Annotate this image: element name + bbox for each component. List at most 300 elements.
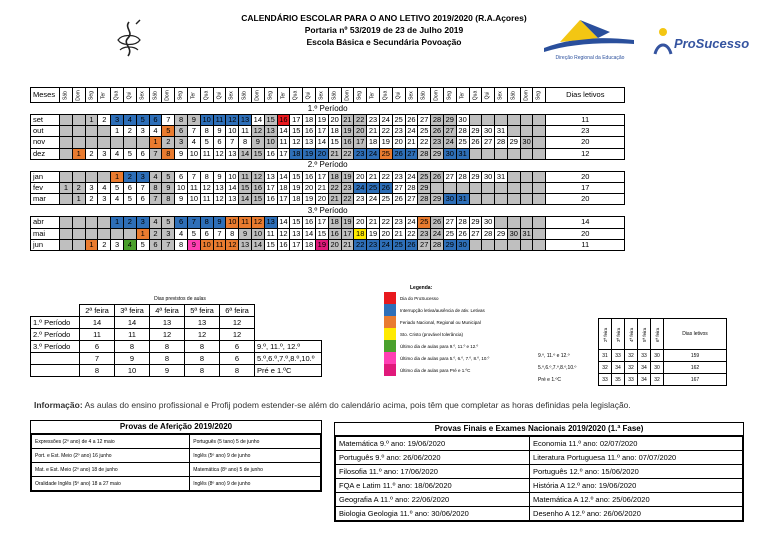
finais-row <box>336 479 743 493</box>
day-cell: 17 <box>315 217 328 228</box>
finais-row <box>336 451 743 465</box>
day-cell: 19 <box>341 126 354 137</box>
day-cell: 25 <box>418 126 431 137</box>
finais-cell: FQA e Latim 11.º ano: 18/06/2020 <box>336 479 530 493</box>
weekday-header <box>239 88 252 103</box>
summary-cell: 9 <box>115 353 150 365</box>
day-cell <box>495 148 508 159</box>
day-cell: 21 <box>341 115 354 126</box>
day-cell <box>98 217 111 228</box>
month-name: mar <box>31 194 60 205</box>
day-cell: 6 <box>213 137 226 148</box>
day-cell: 27 <box>405 194 418 205</box>
day-cell: 13 <box>226 148 239 159</box>
day-cell: 4 <box>175 228 188 239</box>
totals-cell: 35 <box>612 374 625 386</box>
legend-swatch <box>382 364 398 376</box>
day-cell: 5 <box>136 115 149 126</box>
day-cell: 6 <box>136 148 149 159</box>
day-cell <box>495 182 508 193</box>
day-cell: 2 <box>85 194 98 205</box>
day-cell: 27 <box>418 239 431 250</box>
finais-row <box>336 507 743 521</box>
weekday-header <box>226 88 239 103</box>
totals-cell: 32 <box>625 350 638 362</box>
regional-education-caption: Direção Regional da Educação <box>555 55 625 61</box>
day-cell: 9 <box>187 115 200 126</box>
day-cell: 14 <box>239 194 252 205</box>
day-cell: 12 <box>213 148 226 159</box>
day-cell: 11 <box>213 115 226 126</box>
day-cell: 30 <box>456 239 469 250</box>
day-cell: 23 <box>354 194 367 205</box>
weekday-header <box>85 88 98 103</box>
weekday-label: Ter <box>279 91 286 99</box>
finais-row <box>336 493 743 507</box>
day-cell: 26 <box>431 171 444 182</box>
day-cell: 13 <box>226 194 239 205</box>
legend-label: Feriado Nacional, Regional ou Municipal <box>400 319 481 325</box>
day-cell: 9 <box>213 126 226 137</box>
day-cell: 8 <box>149 182 162 193</box>
totals-cell: 34 <box>612 362 625 374</box>
day-cell <box>98 171 111 182</box>
day-cell <box>60 171 73 182</box>
weekday-header <box>533 88 546 103</box>
day-cell: 19 <box>379 137 392 148</box>
day-cell: 29 <box>443 115 456 126</box>
summary-cell: 8 <box>185 341 220 353</box>
day-cell: 23 <box>354 148 367 159</box>
day-cell: 9 <box>175 194 188 205</box>
day-cell: 20 <box>354 217 367 228</box>
afericao-cell: Inglês (5º ano) 9 de junho <box>190 449 321 463</box>
day-cell: 9 <box>175 148 188 159</box>
month-row <box>31 182 625 193</box>
day-cell <box>60 126 73 137</box>
day-cell: 22 <box>341 194 354 205</box>
day-cell: 10 <box>251 228 264 239</box>
day-cell: 14 <box>277 217 290 228</box>
legend-swatch <box>382 316 398 328</box>
day-cell: 22 <box>379 171 392 182</box>
day-cell: 11 <box>200 194 213 205</box>
day-cell: 17 <box>341 228 354 239</box>
day-cell: 28 <box>418 194 431 205</box>
day-cell: 30 <box>482 126 495 137</box>
day-cell: 5 <box>136 239 149 250</box>
period-row <box>31 205 625 217</box>
day-cell: 30 <box>482 217 495 228</box>
summary-cell <box>255 317 322 329</box>
day-cell <box>533 182 546 193</box>
months-label: Meses <box>31 88 60 103</box>
day-cell: 1 <box>85 239 98 250</box>
weekday-label: Sex <box>407 90 414 100</box>
afericao-cell: Inglês (8º ano) 9 de junho <box>190 477 321 491</box>
day-cell: 15 <box>290 217 303 228</box>
summary-cell <box>31 353 80 365</box>
period-row <box>31 103 625 115</box>
day-cell: 1 <box>60 182 73 193</box>
finais-cell: Português 9.º ano: 26/06/2020 <box>336 451 530 465</box>
day-cell: 17 <box>277 194 290 205</box>
day-cell: 27 <box>443 217 456 228</box>
totals-cell: 31 <box>599 350 612 362</box>
summary-cell: 14 <box>115 317 150 329</box>
day-cell <box>98 228 111 239</box>
day-cell: 14 <box>239 148 252 159</box>
day-cell <box>507 217 520 228</box>
day-cell: 2 <box>123 126 136 137</box>
day-cell: 21 <box>328 148 341 159</box>
weekday-label: Qui <box>215 91 222 99</box>
header-school: Escola Básica e Secundária Povoação <box>306 37 462 47</box>
day-cell <box>533 171 546 182</box>
finais-cell: Desenho A 12.º ano: 26/06/2020 <box>530 507 743 521</box>
afericao-cell: Português (5 tano) 5 de junho <box>190 435 321 449</box>
day-cell: 4 <box>123 239 136 250</box>
day-cell: 22 <box>328 182 341 193</box>
day-cell: 18 <box>303 115 316 126</box>
summary-cell: 11 <box>80 329 115 341</box>
day-cell: 29 <box>431 194 444 205</box>
summary-cell: 8 <box>150 353 185 365</box>
day-cell: 15 <box>264 115 277 126</box>
day-cell: 14 <box>251 115 264 126</box>
month-dias-letivos: 14 <box>546 217 625 228</box>
month-row <box>31 171 625 182</box>
day-cell: 23 <box>341 182 354 193</box>
totals-header <box>536 319 599 350</box>
weekday-label: Dom <box>254 89 261 101</box>
summary-cell: 8 <box>80 365 115 377</box>
day-cell <box>533 217 546 228</box>
summary-header: 5ª feira <box>185 305 220 317</box>
day-cell <box>507 182 520 193</box>
day-cell: 19 <box>303 148 316 159</box>
totals-header-row <box>536 319 727 350</box>
day-cell: 12 <box>251 126 264 137</box>
day-cell: 3 <box>98 148 111 159</box>
day-cell: 15 <box>251 194 264 205</box>
day-cell: 25 <box>379 148 392 159</box>
day-cell: 8 <box>162 194 175 205</box>
day-cell <box>533 126 546 137</box>
weekday-header <box>251 88 264 103</box>
day-cell: 4 <box>149 126 162 137</box>
day-cell: 18 <box>290 148 303 159</box>
day-cell: 29 <box>495 228 508 239</box>
day-cell: 7 <box>187 126 200 137</box>
summary-cell: 8 <box>150 341 185 353</box>
day-cell: 28 <box>431 239 444 250</box>
day-cell: 26 <box>405 239 418 250</box>
weekday-header <box>162 88 175 103</box>
weekday-label: Qui <box>395 91 402 99</box>
legend-swatch <box>382 328 398 340</box>
day-cell: 30 <box>482 171 495 182</box>
day-cell: 24 <box>367 148 380 159</box>
day-cell: 15 <box>290 171 303 182</box>
finais-cell: Matemática A 12.º ano: 25/06/2020 <box>530 493 743 507</box>
day-cell: 15 <box>328 137 341 148</box>
day-cell: 17 <box>264 182 277 193</box>
legend-swatch <box>382 292 398 304</box>
weekday-header <box>123 88 136 103</box>
totals-cell: Pré e 1.ºC <box>538 376 561 383</box>
day-cell: 17 <box>354 137 367 148</box>
weekday-label: Sáb <box>241 90 248 100</box>
summary-header: 3ª feira <box>115 305 150 317</box>
day-cell <box>60 194 73 205</box>
day-cell <box>482 115 495 126</box>
weekday-header <box>98 88 111 103</box>
day-cell: 12 <box>290 137 303 148</box>
header-title: CALENDÁRIO ESCOLAR PARA O ANO LETIVO 2019/2020 (R.A.Açores) <box>241 13 527 23</box>
day-cell: 10 <box>264 137 277 148</box>
day-cell: 24 <box>405 217 418 228</box>
day-cell <box>60 239 73 250</box>
day-cell: 4 <box>123 115 136 126</box>
day-cell <box>72 115 85 126</box>
summary-row <box>31 341 322 353</box>
legend-swatch <box>382 304 398 316</box>
day-cell: 20 <box>315 148 328 159</box>
day-cell: 24 <box>354 182 367 193</box>
afericao-row <box>32 449 321 463</box>
legend-item <box>382 292 491 304</box>
day-cell: 16 <box>277 239 290 250</box>
day-cell: 6 <box>149 115 162 126</box>
day-cell: 23 <box>367 239 380 250</box>
day-cell: 1 <box>111 126 124 137</box>
weekday-label: Ter <box>459 91 466 99</box>
weekday-label: Dom <box>343 89 350 101</box>
header-portaria: Portaria nº 53/2019 de 23 de Julho 2019 <box>304 25 464 35</box>
day-cell: 2 <box>123 217 136 228</box>
day-cell <box>85 126 98 137</box>
day-cell <box>85 171 98 182</box>
summary-cell: 8 <box>185 353 220 365</box>
day-cell: 11 <box>264 228 277 239</box>
day-cell: 22 <box>354 239 367 250</box>
totals-cell: 33 <box>612 350 625 362</box>
weekday-header <box>136 88 149 103</box>
day-cell: 28 <box>405 182 418 193</box>
day-cell: 11 <box>277 137 290 148</box>
day-cell: 28 <box>456 217 469 228</box>
day-cell: 26 <box>392 148 405 159</box>
day-cell: 11 <box>187 182 200 193</box>
weekday-label: Ter <box>190 91 197 99</box>
day-cell: 13 <box>290 228 303 239</box>
day-cell: 26 <box>405 115 418 126</box>
weekday-header <box>520 88 533 103</box>
day-cell: 16 <box>264 148 277 159</box>
weekday-header <box>456 88 469 103</box>
day-cell: 5 <box>111 182 124 193</box>
afericao-cell: Mat. e Est. Meio (2º ano) 18 de junho <box>32 463 190 477</box>
day-cell: 3 <box>85 182 98 193</box>
legend-color-icon <box>384 352 396 364</box>
finais-cell: Português 12.º ano: 15/06/2020 <box>530 465 743 479</box>
totals-cell: 32 <box>625 362 638 374</box>
totals-cell: 33 <box>625 374 638 386</box>
weekday-label: Qui <box>484 91 491 99</box>
weekday-label: Qua <box>471 90 478 100</box>
day-cell: 1 <box>136 228 149 239</box>
weekday-label: Dom <box>75 89 82 101</box>
day-cell: 12 <box>277 228 290 239</box>
legend-item <box>382 352 491 364</box>
day-cell: 28 <box>495 137 508 148</box>
day-cell <box>469 115 482 126</box>
weekday-header <box>213 88 226 103</box>
day-cell: 9 <box>187 239 200 250</box>
day-cell: 2 <box>85 148 98 159</box>
day-cell: 30 <box>443 148 456 159</box>
day-cell <box>111 228 124 239</box>
day-cell: 7 <box>149 194 162 205</box>
finais-title: Provas Finais e Exames Nacionais 2019/2020 (1.ª Fase) <box>335 423 743 436</box>
day-cell: 19 <box>341 171 354 182</box>
day-cell: 30 <box>520 137 533 148</box>
totals-cell: 162 <box>664 362 727 374</box>
summary-header: 6ª feira <box>220 305 255 317</box>
day-cell <box>533 115 546 126</box>
day-cell: 8 <box>162 148 175 159</box>
dias-letivos-header: Dias letivos <box>546 88 625 103</box>
day-cell: 14 <box>303 228 316 239</box>
weekday-label: Sex <box>139 90 146 100</box>
day-cell <box>431 182 444 193</box>
day-cell: 25 <box>392 115 405 126</box>
weekday-header <box>60 88 73 103</box>
day-cell: 26 <box>379 182 392 193</box>
day-cell: 8 <box>200 171 213 182</box>
day-cell: 11 <box>239 171 252 182</box>
day-cell: 3 <box>136 126 149 137</box>
legend-label: Último dia de aulas para 5.º, 6.º, 7.º, 8.º, 10.º <box>400 355 490 361</box>
weekday-header <box>367 88 380 103</box>
day-cell <box>520 115 533 126</box>
day-cell: 22 <box>405 228 418 239</box>
legend-color-icon <box>384 340 396 352</box>
day-cell: 3 <box>111 115 124 126</box>
day-cell <box>98 137 111 148</box>
day-cell: 14 <box>277 126 290 137</box>
prosucesso-text: ProSucesso <box>674 36 750 51</box>
legend-swatch <box>382 340 398 352</box>
totals-cell: 9.º, 11.º e 12.º <box>538 352 570 359</box>
day-cell: 21 <box>341 239 354 250</box>
day-cell: 24 <box>405 171 418 182</box>
legend-color-icon <box>384 364 396 376</box>
day-cell: 4 <box>149 171 162 182</box>
day-cell <box>443 182 456 193</box>
day-cell: 22 <box>341 148 354 159</box>
finais-cell: História A 12.º ano: 19/06/2020 <box>530 479 743 493</box>
day-cell: 3 <box>111 239 124 250</box>
day-cell <box>495 115 508 126</box>
legend-label: Dia do ProSucesso <box>400 295 439 301</box>
day-cell <box>482 182 495 193</box>
weekday-header <box>315 88 328 103</box>
day-cell: 16 <box>328 228 341 239</box>
day-cell: 7 <box>149 148 162 159</box>
finais-box <box>334 422 744 522</box>
afericao-cell: Oralidade Inglês (5º ano) 18 a 27 maio <box>32 477 190 491</box>
day-cell: 8 <box>175 115 188 126</box>
day-cell: 14 <box>277 171 290 182</box>
totals-cell: 30 <box>651 350 664 362</box>
day-cell: 26 <box>431 217 444 228</box>
day-cell <box>482 239 495 250</box>
day-cell: 4 <box>149 217 162 228</box>
day-cell: 21 <box>367 217 380 228</box>
day-cell: 29 <box>507 137 520 148</box>
period-label: 1.º Período <box>307 103 348 113</box>
totals-header: 5ª feira <box>638 319 651 350</box>
afericao-row <box>32 435 321 449</box>
day-cell: 26 <box>456 228 469 239</box>
finais-cell: Filosofia 11.º ano: 17/06/2020 <box>336 465 530 479</box>
summary-cell: 6 <box>80 341 115 353</box>
legend-item <box>382 340 491 352</box>
finais-cell: Matemática 9.º ano: 19/06/2020 <box>336 437 530 451</box>
day-cell <box>533 228 546 239</box>
finais-cell: Geografia A 11.º ano: 22/06/2020 <box>336 493 530 507</box>
summary-header: 4ª feira <box>150 305 185 317</box>
summary-cell: 8 <box>185 365 220 377</box>
day-cell: 11 <box>200 148 213 159</box>
weekday-header <box>354 88 367 103</box>
day-cell <box>72 126 85 137</box>
day-cell <box>85 217 98 228</box>
weekday-header <box>187 88 200 103</box>
day-cell <box>72 217 85 228</box>
totals-cell: 33 <box>638 350 651 362</box>
day-cell: 3 <box>136 171 149 182</box>
day-cell: 14 <box>315 137 328 148</box>
weekday-label: Qua <box>203 90 210 100</box>
day-cell: 25 <box>443 228 456 239</box>
day-cell: 16 <box>251 182 264 193</box>
month-name: nov <box>31 137 60 148</box>
month-row <box>31 115 625 126</box>
day-cell <box>60 148 73 159</box>
day-cell <box>495 239 508 250</box>
day-cell <box>495 194 508 205</box>
day-cell: 15 <box>264 239 277 250</box>
day-cell: 30 <box>456 115 469 126</box>
day-cell: 18 <box>328 217 341 228</box>
summary-row <box>31 365 322 377</box>
day-cell <box>520 171 533 182</box>
summary-cell: 3.º Período <box>31 341 80 353</box>
summary-row <box>31 329 322 341</box>
day-cell: 18 <box>277 182 290 193</box>
summary-cell: 11 <box>115 329 150 341</box>
day-cell: 29 <box>431 148 444 159</box>
totals-cell: 167 <box>664 374 727 386</box>
weekday-label: Seg <box>535 90 542 100</box>
day-cell: 19 <box>367 228 380 239</box>
weekday-header <box>303 88 316 103</box>
day-cell: 27 <box>405 148 418 159</box>
day-cell: 7 <box>136 182 149 193</box>
